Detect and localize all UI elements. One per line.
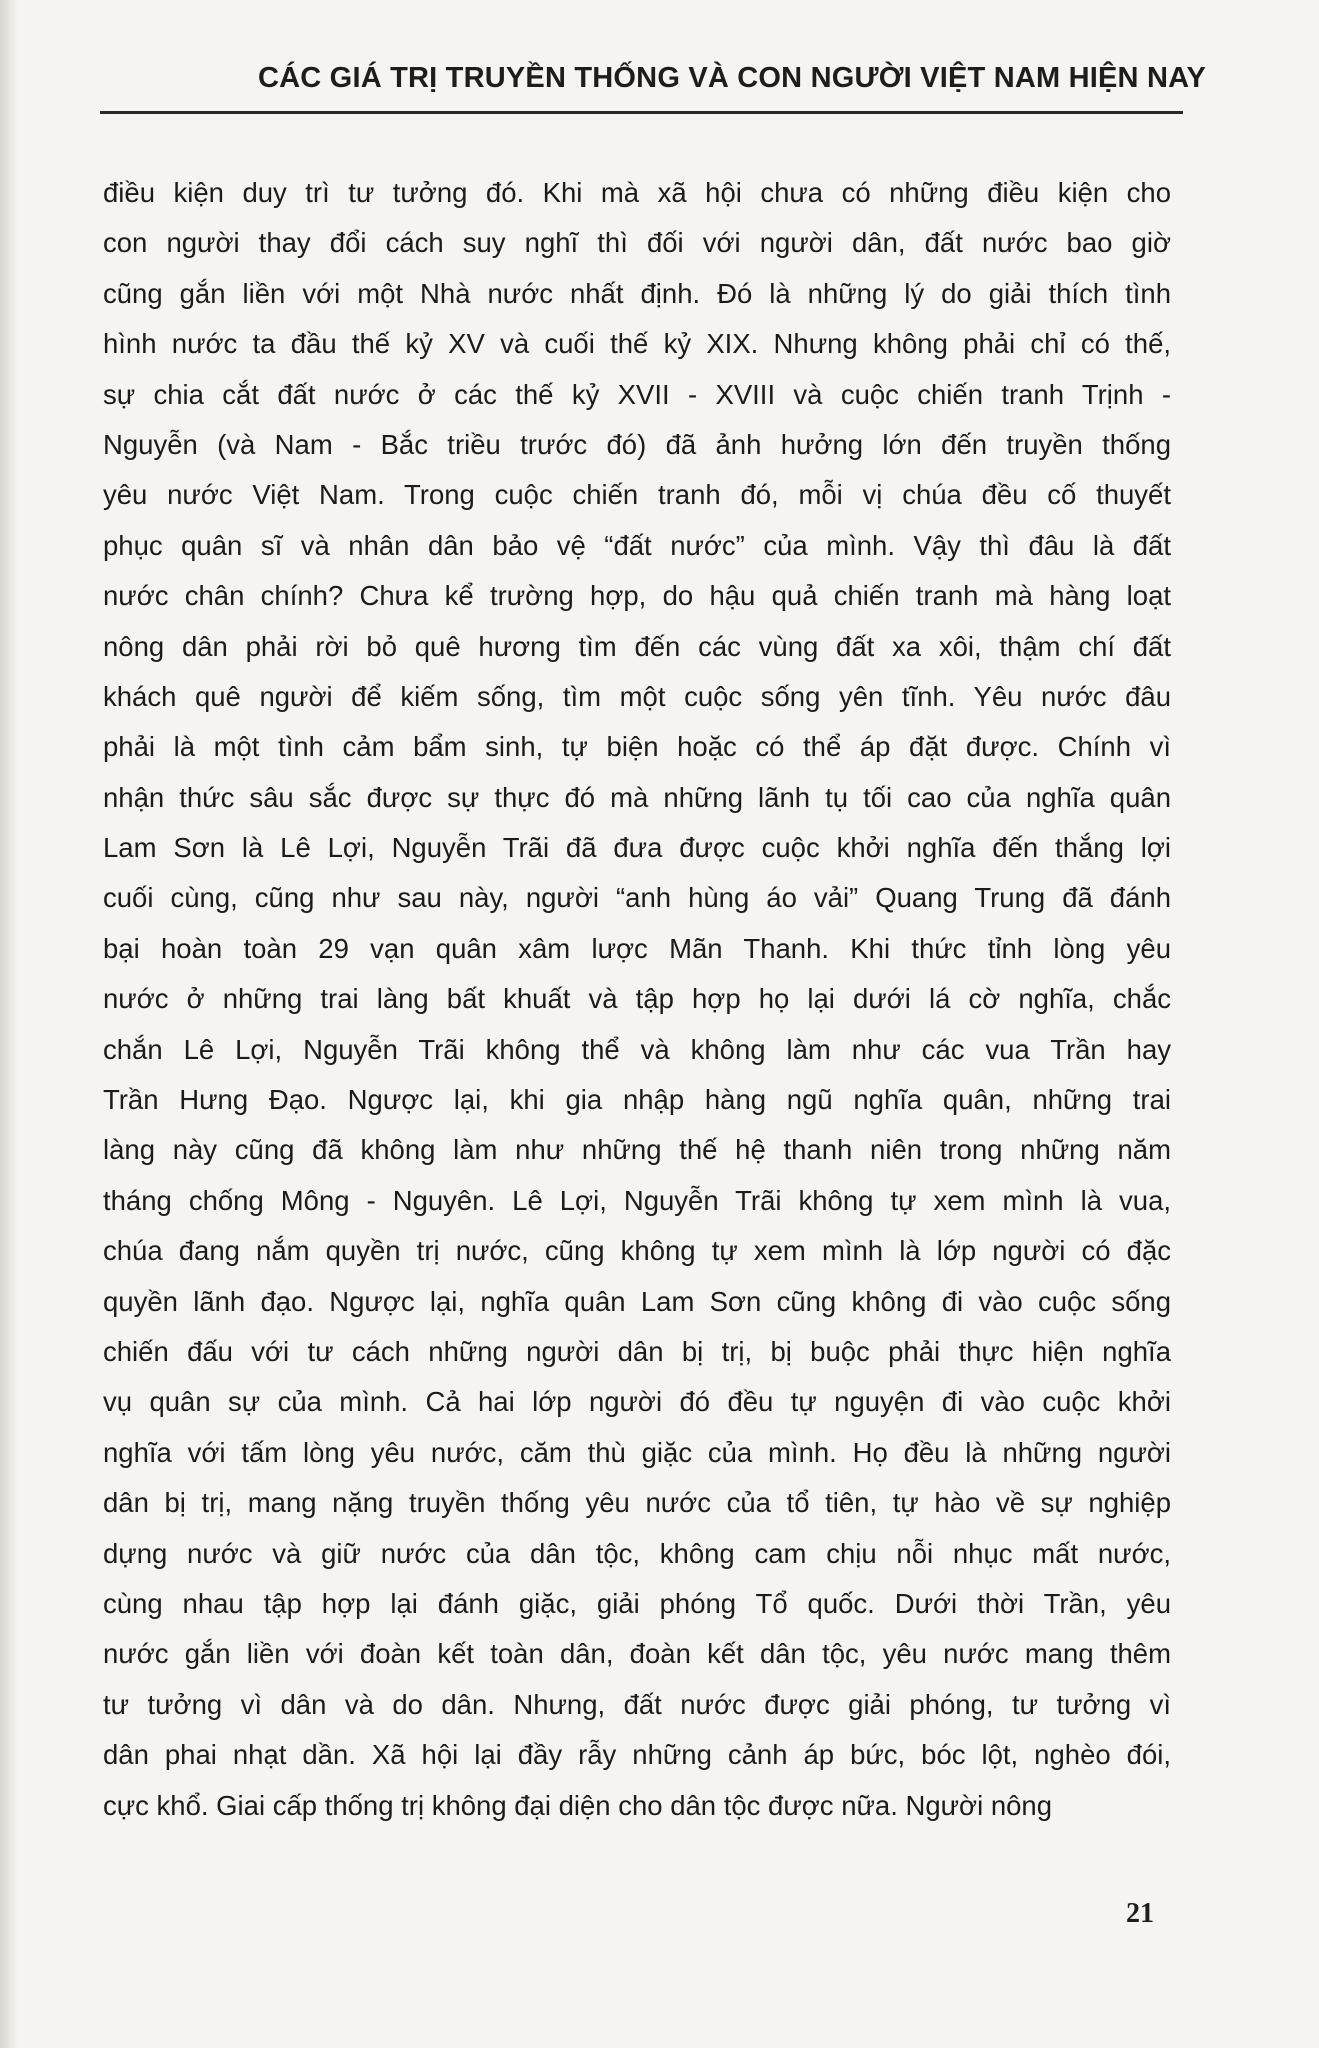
text-line: Nguyễn (và Nam - Bắc triều trước đó) đã ảnh hưởng lớn đến truyền thống — [103, 428, 1171, 460]
text-line: con người thay đổi cách suy nghĩ thì đối với người dân, đất nước bao giờ — [103, 227, 1171, 259]
text-line: cuối cùng, cũng như sau này, người “anh hùng áo vải” Quang Trung đã đánh — [103, 882, 1171, 914]
text-line: nước ở những trai làng bất khuất và tập hợp họ lại dưới lá cờ nghĩa, chắc — [103, 983, 1171, 1015]
text-line: tư tưởng vì dân và do dân. Nhưng, đất nước được giải phóng, tư tưởng vì — [103, 1688, 1171, 1720]
text-line: tháng chống Mông - Nguyên. Lê Lợi, Nguyễn Trãi không tự xem mình là vua, — [103, 1184, 1171, 1216]
text-line: nông dân phải rời bỏ quê hương tìm đến các vùng đất xa xôi, thậm chí đất — [103, 630, 1171, 662]
text-line: phục quân sĩ và nhân dân bảo vệ “đất nước” của mình. Vậy thì đâu là đất — [103, 529, 1171, 561]
text-line: cùng nhau tập hợp lại đánh giặc, giải phóng Tổ quốc. Dưới thời Trần, yêu — [103, 1587, 1171, 1619]
text-line: nhận thức sâu sắc được sự thực đó mà những lãnh tụ tối cao của nghĩa quân — [103, 781, 1171, 813]
page-number: 21 — [1126, 1898, 1154, 1929]
running-header: CÁC GIÁ TRỊ TRUYỀN THỐNG VÀ CON NGƯỜI VIỆT NAM HIỆN NAY — [258, 62, 1207, 94]
text-line: nước chân chính? Chưa kể trường hợp, do hậu quả chiến tranh mà hàng loạt — [103, 580, 1171, 612]
text-line: bại hoàn toàn 29 vạn quân xâm lược Mãn Thanh. Khi thức tỉnh lòng yêu — [103, 932, 1171, 964]
text-line: cực khổ. Giai cấp thống trị không đại diện cho dân tộc được nữa. Người nông — [103, 1789, 1052, 1821]
text-line: dân bị trị, mang nặng truyền thống yêu nước của tổ tiên, tự hào về sự nghiệp — [103, 1487, 1171, 1519]
text-line: dân phai nhạt dần. Xã hội lại đầy rẫy những cảnh áp bức, bóc lột, nghèo đói, — [103, 1739, 1171, 1771]
text-line: điều kiện duy trì tư tưởng đó. Khi mà xã hội chưa có những điều kiện cho — [103, 177, 1171, 208]
text-line: dựng nước và giữ nước của dân tộc, không cam chịu nỗi nhục mất nước, — [103, 1537, 1171, 1569]
text-line: vụ quân sự của mình. Cả hai lớp người đó đều tự nguyện đi vào cuộc khởi — [103, 1386, 1171, 1418]
text-line: yêu nước Việt Nam. Trong cuộc chiến tranh đó, mỗi vị chúa đều cố thuyết — [103, 479, 1171, 511]
text-line: chúa đang nắm quyền trị nước, cũng không tự xem mình là lớp người có đặc — [103, 1235, 1171, 1267]
text-line: Lam Sơn là Lê Lợi, Nguyễn Trãi đã đưa được cuộc khởi nghĩa đến thắng lợi — [103, 832, 1171, 864]
text-line: nước gắn liền với đoàn kết toàn dân, đoàn kết dân tộc, yêu nước mang thêm — [103, 1638, 1171, 1670]
text-line: Trần Hưng Đạo. Ngược lại, khi gia nhập hàng ngũ nghĩa quân, những trai — [103, 1084, 1171, 1116]
text-line: sự chia cắt đất nước ở các thế kỷ XVII - XVIII và cuộc chiến tranh Trịnh - — [103, 378, 1171, 410]
text-line: cũng gắn liền với một Nhà nước nhất định. Đó là những lý do giải thích tình — [103, 277, 1171, 309]
text-line: làng này cũng đã không làm như những thế hệ thanh niên trong những năm — [103, 1134, 1171, 1166]
text-line: chiến đấu với tư cách những người dân bị trị, bị buộc phải thực hiện nghĩa — [103, 1335, 1171, 1367]
text-line: quyền lãnh đạo. Ngược lại, nghĩa quân Lam Sơn cũng không đi vào cuộc sống — [103, 1285, 1171, 1317]
text-line: nghĩa với tấm lòng yêu nước, căm thù giặc của mình. Họ đều là những người — [103, 1436, 1171, 1468]
text-line: chắn Lê Lợi, Nguyễn Trãi không thể và không làm như các vua Trần hay — [103, 1033, 1171, 1065]
text-line: phải là một tình cảm bẩm sinh, tự biện hoặc có thể áp đặt được. Chính vì — [103, 731, 1171, 763]
body-text — [103, 168, 1171, 1831]
header-rule — [100, 111, 1183, 114]
text-line: khách quê người để kiếm sống, tìm một cuộc sống yên tĩnh. Yêu nước đâu — [103, 680, 1171, 712]
text-line: hình nước ta đầu thế kỷ XV và cuối thế kỷ XIX. Nhưng không phải chỉ có thế, — [103, 328, 1171, 360]
page-edge-shadow — [0, 0, 18, 2048]
